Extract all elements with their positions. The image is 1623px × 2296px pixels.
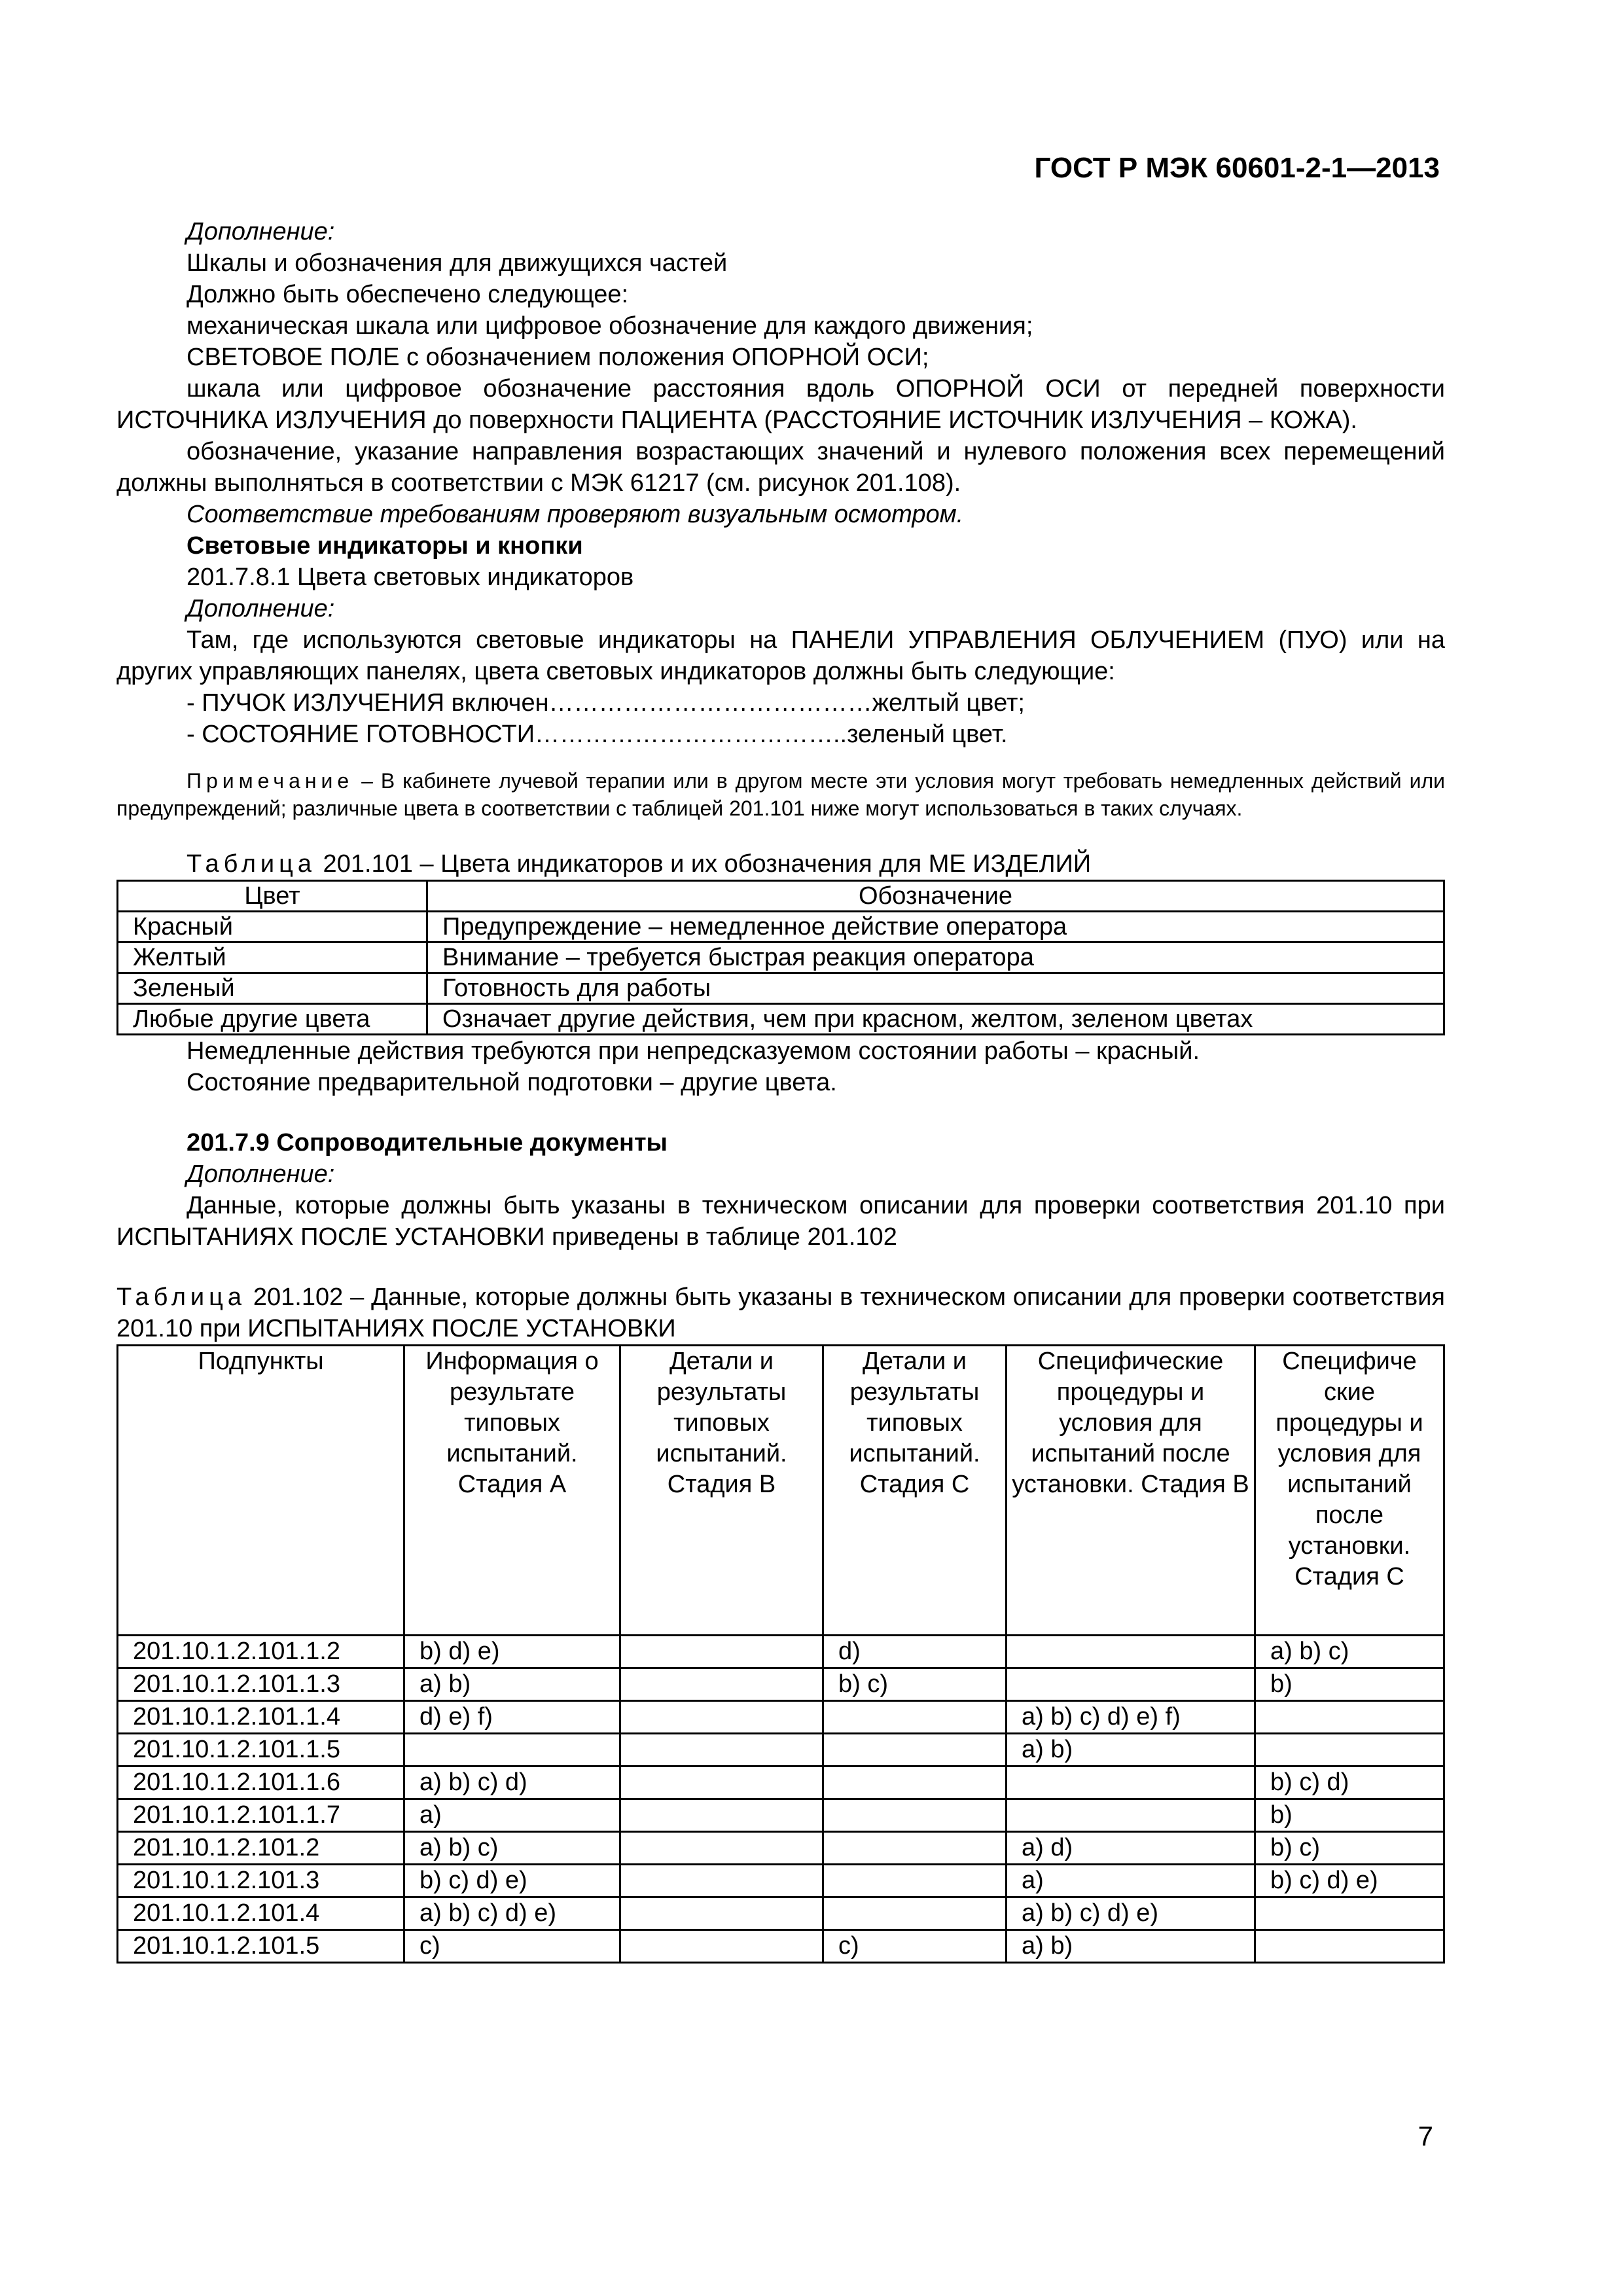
supplement-label: Дополнение: <box>187 218 335 245</box>
table-cell: a) b) c) d) <box>404 1767 620 1799</box>
table-row <box>118 1004 1444 1035</box>
text-line: Должно быть обеспечено следующее: <box>187 281 629 308</box>
table-cell: b) d) e) <box>404 1636 620 1668</box>
table-cell: 201.10.1.2.101.4 <box>118 1897 404 1930</box>
table-cell: Красный <box>118 912 427 942</box>
table-cell: a) <box>1007 1865 1255 1897</box>
table-row <box>118 1767 1444 1799</box>
table-cell: a) b) c) d) e) <box>404 1897 620 1930</box>
note-label: Примечание <box>187 769 354 793</box>
table-cell: c) <box>404 1930 620 1963</box>
table-header-cell: Подпункты <box>118 1346 404 1636</box>
table-cell <box>823 1767 1007 1799</box>
table-row <box>118 1799 1444 1832</box>
table-201-102-caption <box>116 1282 1445 1344</box>
table-cell: Желтый <box>118 942 427 973</box>
table-cell: 201.10.1.2.101.2 <box>118 1832 404 1865</box>
table-row <box>118 1897 1444 1930</box>
table-201-102 <box>116 1344 1445 1964</box>
document-code-header: ГОСТ Р МЭК 60601-2-1—2013 <box>1034 152 1440 184</box>
paragraph-marking: обозначение, указание направления возрастающих значений и нулевого положения всех перемещений должны выполняться в соответствии с МЭК 61217 (см. рисунок 201.108). <box>116 438 1445 497</box>
table-row <box>118 912 1444 942</box>
paragraph-documents: Данные, которые должны быть указаны в техническом описании для проверки соответствия 201.10 при ИСПЫТАНИЯХ ПОСЛЕ УСТАНОВКИ приведены в таблице 201.102 <box>116 1192 1445 1251</box>
table-cell: Предупреждение – немедленное действие оператора <box>427 912 1444 942</box>
table-cell <box>1255 1734 1444 1767</box>
table-cell: Готовность для работы <box>427 973 1444 1004</box>
table-cell <box>1007 1767 1255 1799</box>
table-row <box>118 1734 1444 1767</box>
table-cell: d) <box>823 1636 1007 1668</box>
table-cell <box>404 1734 620 1767</box>
table-201-101-caption <box>116 848 1445 880</box>
table-header-cell: Детали и результаты типовых испытаний. Стадия С <box>823 1346 1007 1636</box>
table-cell: Зеленый <box>118 973 427 1004</box>
table-cell: 201.10.1.2.101.1.3 <box>118 1668 404 1701</box>
note <box>116 767 1445 822</box>
table-header-cell: Специфиче ские процедуры и условия для испытаний после установки. Стадия С <box>1255 1346 1444 1636</box>
table-cell <box>1255 1897 1444 1930</box>
table-row <box>118 1930 1444 1963</box>
list-item: - СОСТОЯНИЕ ГОТОВНОСТИ………………………………..зеленый цвет. <box>187 721 1008 748</box>
table-header-row <box>118 881 1444 912</box>
table-cell: a) b) c) d) e) f) <box>1007 1701 1255 1734</box>
table-cell: b) c) d) <box>1255 1767 1444 1799</box>
supplement-label: Дополнение: <box>187 1160 335 1188</box>
text-line: Состояние предварительной подготовки – другие цвета. <box>187 1069 837 1096</box>
table-cell <box>1007 1799 1255 1832</box>
table-cell <box>1255 1930 1444 1963</box>
compliance-statement: Соответствие требованиям проверяют визуальным осмотром. <box>187 501 964 528</box>
table-cell: a) b) c) d) e) <box>1007 1897 1255 1930</box>
note-text: – В кабинете лучевой терапии или в другом месте эти условия могут требовать немедленных действий или предупреждений; различные цвета в соответствии с таблицей 201.101 ниже могут использоваться в таких случаях. <box>116 769 1445 820</box>
table-cell: b) c) <box>823 1668 1007 1701</box>
table-cell <box>823 1799 1007 1832</box>
table-cell <box>620 1636 823 1668</box>
table-cell: b) <box>1255 1668 1444 1701</box>
table-cell <box>1255 1701 1444 1734</box>
text-line: Шкалы и обозначения для движущихся частей <box>187 249 728 277</box>
table-row <box>118 942 1444 973</box>
table-cell: b) <box>1255 1799 1444 1832</box>
table-row <box>118 1701 1444 1734</box>
table-cell: a) d) <box>1007 1832 1255 1865</box>
table-row <box>118 1636 1444 1668</box>
table-row <box>118 1865 1444 1897</box>
table-cell <box>620 1930 823 1963</box>
table-cell: a) <box>404 1799 620 1832</box>
table-header-cell: Информация о результате типовых испытаний. Стадия А <box>404 1346 620 1636</box>
table-cell: Любые другие цвета <box>118 1004 427 1035</box>
table-cell <box>823 1701 1007 1734</box>
supplement-label: Дополнение: <box>187 595 335 622</box>
table-cell: 201.10.1.2.101.1.4 <box>118 1701 404 1734</box>
caption-label: Таблица <box>116 1283 246 1311</box>
table-cell <box>823 1734 1007 1767</box>
table-cell <box>823 1897 1007 1930</box>
text-line: Немедленные действия требуются при непредсказуемом состоянии работы – красный. <box>187 1037 1200 1065</box>
table-cell: 201.10.1.2.101.1.5 <box>118 1734 404 1767</box>
table-cell: a) b) c) <box>1255 1636 1444 1668</box>
table-cell <box>620 1767 823 1799</box>
table-cell <box>1007 1668 1255 1701</box>
table-row <box>118 973 1444 1004</box>
table-header-cell: Обозначение <box>427 881 1444 912</box>
table-row <box>118 1668 1444 1701</box>
section-heading-indicators: Световые индикаторы и кнопки <box>187 532 583 560</box>
table-cell: a) b) <box>1007 1734 1255 1767</box>
table-cell: b) c) <box>1255 1832 1444 1865</box>
caption-text: 201.101 – Цвета индикаторов и их обозначения для МЕ ИЗДЕЛИЙ <box>316 850 1092 878</box>
text-line: механическая шкала или цифровое обозначение для каждого движения; <box>187 312 1033 340</box>
table-cell: a) b) c) <box>404 1832 620 1865</box>
paragraph-scale: шкала или цифровое обозначение расстояния вдоль ОПОРНОЙ ОСИ от передней поверхности ИСТОЧНИКА ИЗЛУЧЕНИЯ до поверхности ПАЦИЕНТА (РАССТОЯНИЕ ИСТОЧНИК ИЗЛУЧЕНИЯ – КОЖА). <box>116 375 1445 434</box>
table-cell <box>620 1668 823 1701</box>
table-header-row <box>118 1346 1444 1636</box>
table-cell: b) c) d) e) <box>404 1865 620 1897</box>
table-cell <box>620 1865 823 1897</box>
page-number: 7 <box>1418 2121 1433 2151</box>
table-header-cell: Детали и результаты типовых испытаний. Стадия В <box>620 1346 823 1636</box>
table-cell: a) b) <box>1007 1930 1255 1963</box>
table-cell: 201.10.1.2.101.1.6 <box>118 1767 404 1799</box>
table-cell <box>823 1865 1007 1897</box>
table-cell: b) c) d) e) <box>1255 1865 1444 1897</box>
table-cell: 201.10.1.2.101.3 <box>118 1865 404 1897</box>
caption-label: Таблица <box>187 850 316 878</box>
table-cell <box>620 1701 823 1734</box>
table-cell: c) <box>823 1930 1007 1963</box>
table-cell <box>620 1734 823 1767</box>
page-body <box>116 216 1445 1964</box>
table-row <box>118 1832 1444 1865</box>
list-item: - ПУЧОК ИЗЛУЧЕНИЯ включен…………………………………желтый цвет; <box>187 689 1025 717</box>
table-cell <box>620 1897 823 1930</box>
table-cell: 201.10.1.2.101.1.2 <box>118 1636 404 1668</box>
subsection-heading: 201.7.8.1 Цвета световых индикаторов <box>187 564 634 591</box>
paragraph-indicators: Там, где используются световые индикаторы на ПАНЕЛИ УПРАВЛЕНИЯ ОБЛУЧЕНИЕМ (ПУО) или на других управляющих панелях, цвета световых индикаторов должны быть следующие: <box>116 626 1445 685</box>
table-cell <box>620 1832 823 1865</box>
table-cell: 201.10.1.2.101.1.7 <box>118 1799 404 1832</box>
table-header-cell: Цвет <box>118 881 427 912</box>
table-cell: Означает другие действия, чем при красном, желтом, зеленом цветах <box>427 1004 1444 1035</box>
table-cell <box>823 1832 1007 1865</box>
table-cell: d) e) f) <box>404 1701 620 1734</box>
caption-text: 201.102 – Данные, которые должны быть указаны в техническом описании для проверки соответствия 201.10 при ИСПЫТАНИЯХ ПОСЛЕ УСТАНОВКИ <box>116 1283 1445 1342</box>
text-line: СВЕТОВОЕ ПОЛЕ с обозначением положения ОПОРНОЙ ОСИ; <box>187 344 929 371</box>
table-cell: a) b) <box>404 1668 620 1701</box>
section-heading-documents: 201.7.9 Сопроводительные документы <box>187 1129 668 1157</box>
table-cell: Внимание – требуется быстрая реакция оператора <box>427 942 1444 973</box>
table-cell <box>1007 1636 1255 1668</box>
table-header-cell: Специфические процедуры и условия для испытаний после установки. Стадия В <box>1007 1346 1255 1636</box>
table-cell: 201.10.1.2.101.5 <box>118 1930 404 1963</box>
table-201-101 <box>116 880 1445 1035</box>
table-cell <box>620 1799 823 1832</box>
